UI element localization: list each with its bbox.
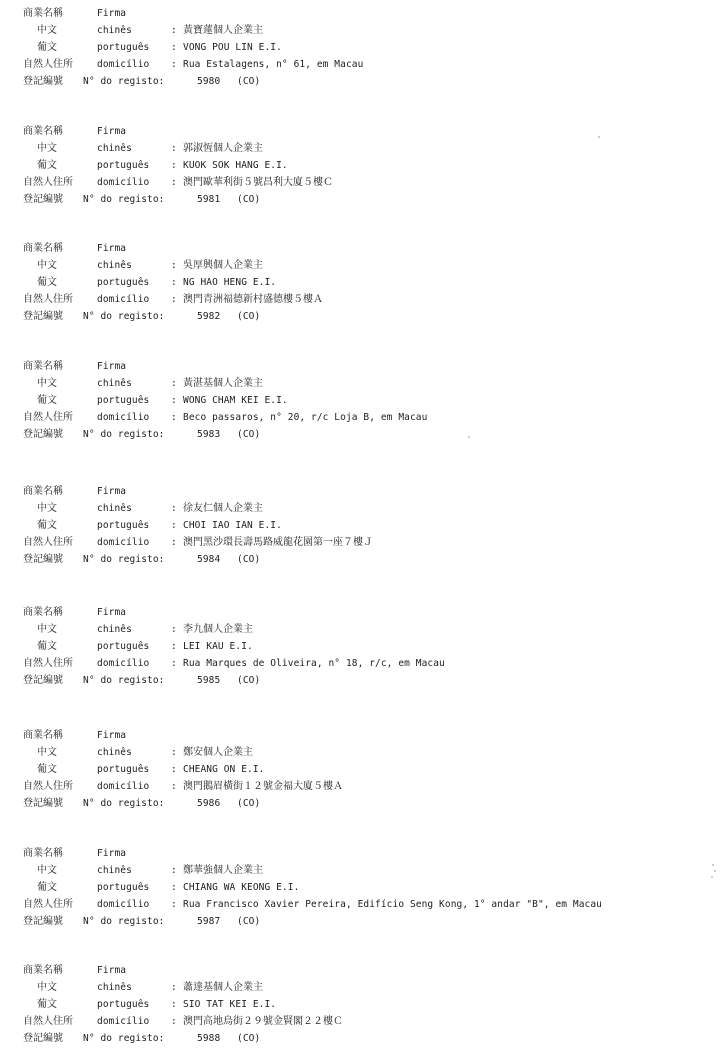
registry-label-pt: N° do registo: — [83, 1033, 165, 1044]
chinese-label-zh: 中文 — [37, 982, 57, 993]
scan-speck — [711, 876, 713, 878]
chinese-name-row — [0, 745, 720, 761]
portuguese-name-row — [0, 393, 720, 409]
chinese-name-row — [0, 622, 720, 638]
registry-label-zh: 登記編號 — [23, 916, 63, 927]
registry-number-row — [0, 552, 720, 568]
colon-separator: : — [171, 865, 177, 876]
scan-speck — [468, 436, 470, 438]
colon-separator: : — [171, 378, 177, 389]
domicile-label-pt: domicílio — [97, 177, 150, 188]
portuguese-name-row — [0, 639, 720, 655]
registry-label-pt: N° do registo: — [83, 554, 165, 565]
registry-suffix: (CO) — [237, 1033, 261, 1044]
domicile-label-pt: domicílio — [97, 781, 150, 792]
domicile-row — [0, 410, 720, 426]
firma-label-pt: Firma — [97, 126, 127, 137]
registry-label-zh: 登記編號 — [23, 76, 63, 87]
domicile-row — [0, 57, 720, 73]
domicile-row — [0, 535, 720, 551]
portuguese-name-value: LEI KAU E.I. — [183, 641, 253, 652]
firma-label-pt: Firma — [97, 8, 127, 19]
domicile-row — [0, 175, 720, 191]
portuguese-label-pt: português — [97, 42, 150, 53]
portuguese-name-value: NG HAO HENG E.I. — [183, 277, 277, 288]
portuguese-label-zh: 葡文 — [37, 160, 57, 171]
chinese-label-pt: chinês — [97, 747, 132, 758]
colon-separator: : — [171, 395, 177, 406]
firma-heading-row — [0, 728, 720, 744]
chinese-name-row — [0, 23, 720, 39]
domicile-label-pt: domicílio — [97, 658, 150, 669]
colon-separator: : — [171, 294, 177, 305]
registry-number-value: 5983 — [197, 429, 221, 440]
registry-number-value: 5985 — [197, 675, 221, 686]
domicile-row — [0, 897, 720, 913]
registry-suffix: (CO) — [237, 554, 261, 565]
registry-label-zh: 登記編號 — [23, 194, 63, 205]
registry-number-value: 5986 — [197, 798, 221, 809]
chinese-name-value: 鄭安個人企業主 — [183, 747, 253, 758]
chinese-name-value: 黃寶蓮個人企業主 — [183, 25, 263, 36]
colon-separator: : — [171, 59, 177, 70]
domicile-row — [0, 656, 720, 672]
portuguese-name-value: VONG POU LIN E.I. — [183, 42, 282, 53]
registry-label-pt: N° do registo: — [83, 916, 165, 927]
chinese-name-value: 黃湛基個人企業主 — [183, 378, 263, 389]
chinese-label-pt: chinês — [97, 143, 132, 154]
firma-label-zh: 商業名稱 — [23, 361, 63, 372]
colon-separator: : — [171, 25, 177, 36]
domicile-row — [0, 779, 720, 795]
domicile-label-zh: 自然人住所 — [23, 658, 73, 669]
colon-separator: : — [171, 764, 177, 775]
registry-number-row — [0, 1031, 720, 1047]
registry-number-row — [0, 309, 720, 325]
chinese-name-value: 鄭華強個人企業主 — [183, 865, 263, 876]
domicile-value: Rua Estalagens, n° 61, em Macau — [183, 59, 364, 70]
portuguese-label-zh: 葡文 — [37, 764, 57, 775]
domicile-value: Beco passaros, n° 20, r/c Loja B, em Macau — [183, 412, 428, 423]
registry-label-pt: N° do registo: — [83, 675, 165, 686]
portuguese-label-pt: português — [97, 999, 150, 1010]
registry-label-zh: 登記編號 — [23, 1033, 63, 1044]
firma-heading-row — [0, 484, 720, 500]
domicile-label-pt: domicílio — [97, 537, 150, 548]
domicile-label-zh: 自然人住所 — [23, 412, 73, 423]
scan-speck — [714, 870, 716, 872]
colon-separator: : — [171, 781, 177, 792]
colon-separator: : — [171, 277, 177, 288]
registry-label-pt: N° do registo: — [83, 311, 165, 322]
colon-separator: : — [171, 537, 177, 548]
registry-suffix: (CO) — [237, 916, 261, 927]
registry-label-zh: 登記編號 — [23, 554, 63, 565]
firma-label-pt: Firma — [97, 607, 127, 618]
chinese-name-row — [0, 863, 720, 879]
chinese-label-zh: 中文 — [37, 25, 57, 36]
portuguese-label-pt: português — [97, 641, 150, 652]
colon-separator: : — [171, 982, 177, 993]
chinese-label-zh: 中文 — [37, 503, 57, 514]
registry-suffix: (CO) — [237, 194, 261, 205]
portuguese-label-zh: 葡文 — [37, 520, 57, 531]
portuguese-name-row — [0, 518, 720, 534]
colon-separator: : — [171, 520, 177, 531]
chinese-label-pt: chinês — [97, 378, 132, 389]
domicile-value: 澳門高地烏街２９號金賢閣２２樓Ｃ — [183, 1016, 343, 1027]
colon-separator: : — [171, 899, 177, 910]
firma-label-pt: Firma — [97, 486, 127, 497]
chinese-name-value: 吳厚興個人企業主 — [183, 260, 263, 271]
portuguese-name-value: CHIANG WA KEONG E.I. — [183, 882, 300, 893]
domicile-label-zh: 自然人住所 — [23, 59, 73, 70]
chinese-label-pt: chinês — [97, 982, 132, 993]
domicile-label-zh: 自然人住所 — [23, 294, 73, 305]
portuguese-label-pt: português — [97, 520, 150, 531]
firma-label-pt: Firma — [97, 848, 127, 859]
firma-label-pt: Firma — [97, 730, 127, 741]
domicile-label-pt: domicílio — [97, 412, 150, 423]
registry-number-row — [0, 673, 720, 689]
domicile-value: 澳門黑沙環長壽馬路威龍花園第一座７樓Ｊ — [183, 537, 373, 548]
firma-heading-row — [0, 124, 720, 140]
colon-separator: : — [171, 177, 177, 188]
portuguese-label-zh: 葡文 — [37, 42, 57, 53]
portuguese-label-zh: 葡文 — [37, 395, 57, 406]
chinese-label-pt: chinês — [97, 503, 132, 514]
registry-suffix: (CO) — [237, 311, 261, 322]
colon-separator: : — [171, 624, 177, 635]
domicile-row — [0, 1014, 720, 1030]
registry-label-zh: 登記編號 — [23, 311, 63, 322]
registry-number-value: 5980 — [197, 76, 221, 87]
portuguese-label-pt: português — [97, 882, 150, 893]
portuguese-name-row — [0, 880, 720, 896]
firma-label-pt: Firma — [97, 965, 127, 976]
domicile-row — [0, 292, 720, 308]
colon-separator: : — [171, 747, 177, 758]
portuguese-name-row — [0, 40, 720, 56]
registry-suffix: (CO) — [237, 76, 261, 87]
colon-separator: : — [171, 503, 177, 514]
portuguese-label-zh: 葡文 — [37, 641, 57, 652]
registry-suffix: (CO) — [237, 798, 261, 809]
firma-label-zh: 商業名稱 — [23, 965, 63, 976]
chinese-name-value: 郭淑恆個人企業主 — [183, 143, 263, 154]
portuguese-label-pt: português — [97, 395, 150, 406]
chinese-name-row — [0, 501, 720, 517]
portuguese-name-value: WONG CHAM KEI E.I. — [183, 395, 288, 406]
domicile-label-pt: domicílio — [97, 899, 150, 910]
domicile-label-zh: 自然人住所 — [23, 177, 73, 188]
registry-number-value: 5988 — [197, 1033, 221, 1044]
firma-heading-row — [0, 846, 720, 862]
portuguese-label-zh: 葡文 — [37, 277, 57, 288]
chinese-name-row — [0, 376, 720, 392]
firma-heading-row — [0, 241, 720, 257]
registry-number-row — [0, 192, 720, 208]
registry-number-value: 5984 — [197, 554, 221, 565]
firma-label-zh: 商業名稱 — [23, 8, 63, 19]
firma-label-zh: 商業名稱 — [23, 486, 63, 497]
domicile-value: Rua Francisco Xavier Pereira, Edifício Seng Kong, 1° andar "B", em Macau — [183, 899, 603, 910]
registry-label-zh: 登記編號 — [23, 798, 63, 809]
domicile-label-pt: domicílio — [97, 1016, 150, 1027]
chinese-label-pt: chinês — [97, 865, 132, 876]
colon-separator: : — [171, 882, 177, 893]
portuguese-name-row — [0, 997, 720, 1013]
portuguese-label-pt: português — [97, 160, 150, 171]
registry-number-row — [0, 796, 720, 812]
registry-label-zh: 登記編號 — [23, 675, 63, 686]
portuguese-label-pt: português — [97, 764, 150, 775]
registry-number-value: 5982 — [197, 311, 221, 322]
portuguese-name-value: CHOI IAO IAN E.I. — [183, 520, 282, 531]
chinese-name-value: 蕭達基個人企業主 — [183, 982, 263, 993]
chinese-name-row — [0, 141, 720, 157]
registry-label-pt: N° do registo: — [83, 76, 165, 87]
firma-label-pt: Firma — [97, 361, 127, 372]
firma-label-zh: 商業名稱 — [23, 607, 63, 618]
portuguese-label-zh: 葡文 — [37, 999, 57, 1010]
registry-label-pt: N° do registo: — [83, 429, 165, 440]
chinese-label-zh: 中文 — [37, 865, 57, 876]
firma-label-zh: 商業名稱 — [23, 126, 63, 137]
firma-heading-row — [0, 6, 720, 22]
domicile-label-zh: 自然人住所 — [23, 1016, 73, 1027]
colon-separator: : — [171, 999, 177, 1010]
portuguese-label-zh: 葡文 — [37, 882, 57, 893]
portuguese-label-pt: português — [97, 277, 150, 288]
domicile-value: 澳門青洲福德新村盛德樓５樓Ａ — [183, 294, 323, 305]
portuguese-name-row — [0, 762, 720, 778]
chinese-label-pt: chinês — [97, 25, 132, 36]
registry-suffix: (CO) — [237, 429, 261, 440]
registry-number-value: 5987 — [197, 916, 221, 927]
colon-separator: : — [171, 260, 177, 271]
chinese-label-zh: 中文 — [37, 260, 57, 271]
chinese-label-zh: 中文 — [37, 143, 57, 154]
registry-label-pt: N° do registo: — [83, 194, 165, 205]
firma-heading-row — [0, 605, 720, 621]
colon-separator: : — [171, 658, 177, 669]
chinese-label-zh: 中文 — [37, 378, 57, 389]
domicile-value: 澳門歐華利街５號昌利大廈５樓Ｃ — [183, 177, 333, 188]
registry-number-row — [0, 914, 720, 930]
firma-label-zh: 商業名稱 — [23, 848, 63, 859]
firma-label-pt: Firma — [97, 243, 127, 254]
colon-separator: : — [171, 412, 177, 423]
domicile-label-zh: 自然人住所 — [23, 899, 73, 910]
portuguese-name-value: KUOK SOK HANG E.I. — [183, 160, 288, 171]
portuguese-name-value: SIO TAT KEI E.I. — [183, 999, 277, 1010]
registry-number-row — [0, 427, 720, 443]
colon-separator: : — [171, 641, 177, 652]
registry-suffix: (CO) — [237, 675, 261, 686]
domicile-label-pt: domicílio — [97, 59, 150, 70]
scan-speck — [712, 864, 714, 866]
chinese-label-pt: chinês — [97, 624, 132, 635]
portuguese-name-row — [0, 275, 720, 291]
chinese-label-zh: 中文 — [37, 747, 57, 758]
chinese-label-pt: chinês — [97, 260, 132, 271]
domicile-label-pt: domicílio — [97, 294, 150, 305]
registry-label-zh: 登記編號 — [23, 429, 63, 440]
portuguese-name-row — [0, 158, 720, 174]
registry-number-value: 5981 — [197, 194, 221, 205]
registry-label-pt: N° do registo: — [83, 798, 165, 809]
portuguese-name-value: CHEANG ON E.I. — [183, 764, 265, 775]
chinese-name-row — [0, 980, 720, 996]
registry-number-row — [0, 74, 720, 90]
domicile-label-zh: 自然人住所 — [23, 781, 73, 792]
firma-label-zh: 商業名稱 — [23, 243, 63, 254]
domicile-value: 澳門鵝眉橫街１２號金福大廈５樓Ａ — [183, 781, 343, 792]
domicile-label-zh: 自然人住所 — [23, 537, 73, 548]
colon-separator: : — [171, 42, 177, 53]
chinese-name-value: 徐友仁個人企業主 — [183, 503, 263, 514]
scan-speck — [598, 136, 600, 138]
domicile-value: Rua Marques de Oliveira, n° 18, r/c, em Macau — [183, 658, 445, 669]
firma-heading-row — [0, 359, 720, 375]
chinese-name-value: 李九個人企業主 — [183, 624, 253, 635]
colon-separator: : — [171, 1016, 177, 1027]
chinese-name-row — [0, 258, 720, 274]
firma-heading-row — [0, 963, 720, 979]
colon-separator: : — [171, 160, 177, 171]
colon-separator: : — [171, 143, 177, 154]
firma-label-zh: 商業名稱 — [23, 730, 63, 741]
chinese-label-zh: 中文 — [37, 624, 57, 635]
